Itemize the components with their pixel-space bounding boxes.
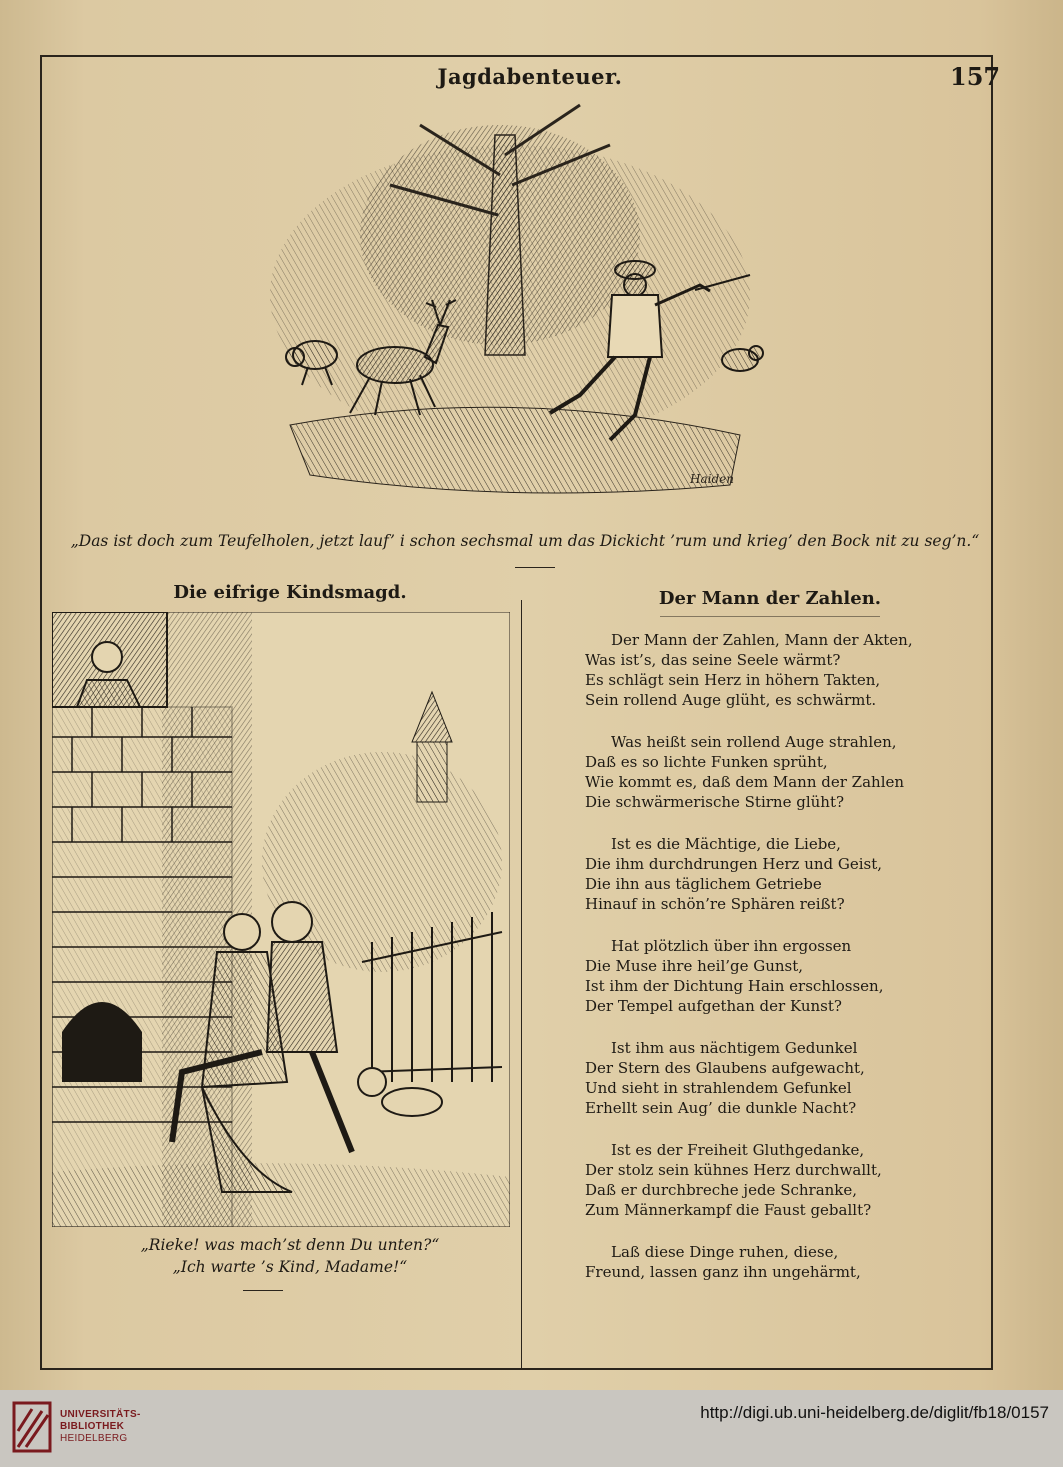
left-section-title: Die eifrige Kindsmagd. xyxy=(173,582,407,603)
poem-line: Die Muse ihre heil’ge Gunst, xyxy=(585,957,804,975)
poem-line: Daß er durchbreche jede Schranke, xyxy=(585,1181,858,1199)
poem-line: Daß es so lichte Funken sprüht, xyxy=(585,753,828,771)
poem-line: Der Stern des Glaubens aufgewacht, xyxy=(585,1059,865,1077)
page-number: 157 xyxy=(950,62,1001,91)
poem-line: Die schwärmerische Stirne glüht? xyxy=(585,793,845,811)
right-section-title: Der Mann der Zahlen. xyxy=(658,588,882,609)
poem-line: Zum Männerkampf die Faust geballt? xyxy=(585,1201,872,1219)
source-url[interactable]: http://digi.ub.uni-heidelberg.de/diglit/fb18/0157 xyxy=(700,1403,1049,1422)
left-caption-divider xyxy=(243,1290,283,1291)
right-title-underline xyxy=(660,616,880,617)
library-name-line2: BIBLIOTHEK xyxy=(60,1421,125,1432)
poem-line: Und sieht in strahlendem Gefunkel xyxy=(585,1079,852,1097)
poem-line: Freund, lassen ganz ihn ungehärmt, xyxy=(585,1263,861,1281)
library-logo-icon xyxy=(12,1401,52,1453)
poem-line: Was heißt sein rollend Auge strahlen, xyxy=(611,733,897,751)
poem-line: Hat plötzlich über ihn ergossen xyxy=(611,937,852,955)
poem-line: Ist es der Freiheit Gluthgedanke, xyxy=(611,1141,865,1159)
poem-line: Sein rollend Auge glüht, es schwärmt. xyxy=(585,691,877,709)
poem-stanza xyxy=(585,630,985,710)
column-divider xyxy=(521,600,522,1370)
poem-line: Die ihn aus täglichem Getriebe xyxy=(585,875,822,893)
caption-divider xyxy=(515,567,555,568)
library-name xyxy=(60,1409,141,1445)
poem-stanza xyxy=(585,1242,985,1282)
library-name-line1: UNIVERSITÄTS- xyxy=(60,1409,141,1420)
left-caption-line1: „Rieke! was mach’st denn Du unten?“ xyxy=(140,1236,440,1254)
poem-stanza xyxy=(585,732,985,812)
poem-stanza xyxy=(585,936,985,1016)
poem-line: Ist es die Mächtige, die Liebe, xyxy=(611,835,841,853)
poem-line: Erhellt sein Aug’ die dunkle Nacht? xyxy=(585,1099,857,1117)
poem-line: Was ist’s, das seine Seele wärmt? xyxy=(585,651,841,669)
top-caption: „Das ist doch zum Teufelholen, jetzt lauf’ i schon sechsmal um das Dickicht ’rum und krieg’ den Bock nit zu seg’n.“ xyxy=(70,532,980,550)
poem-body xyxy=(585,630,985,1304)
left-caption-line2: „Ich warte ’s Kind, Madame!“ xyxy=(172,1258,408,1276)
poem-line: Ist ihm der Dichtung Hain erschlossen, xyxy=(585,977,884,995)
poem-line: Hinauf in schön’re Sphären reißt? xyxy=(585,895,845,913)
engraving-signature: Haiden xyxy=(690,472,734,486)
poem-line: Die ihm durchdrungen Herz und Geist, xyxy=(585,855,883,873)
poem-line: Es schlägt sein Herz in höhern Takten, xyxy=(585,671,881,689)
poem-line: Wie kommt es, daß dem Mann der Zahlen xyxy=(585,773,905,791)
poem-stanza xyxy=(585,834,985,914)
poem-stanza xyxy=(585,1038,985,1118)
poem-stanza xyxy=(585,1140,985,1220)
poem-line: Ist ihm aus nächtigem Gedunkel xyxy=(611,1039,858,1057)
library-name-line3: HEIDELBERG xyxy=(60,1433,128,1444)
page-header-title: Jagdabenteuer. xyxy=(437,64,623,89)
poem-line: Der Mann der Zahlen, Mann der Akten, xyxy=(611,631,913,649)
footer-bar xyxy=(0,1390,1063,1467)
hunting-scene-engraving xyxy=(250,95,770,515)
poem-line: Laß diese Dinge ruhen, diese, xyxy=(611,1243,839,1261)
nursemaid-scene-engraving xyxy=(52,612,510,1227)
poem-line: Der Tempel aufgethan der Kunst? xyxy=(585,997,842,1015)
poem-line: Der stolz sein kühnes Herz durchwallt, xyxy=(585,1161,882,1179)
